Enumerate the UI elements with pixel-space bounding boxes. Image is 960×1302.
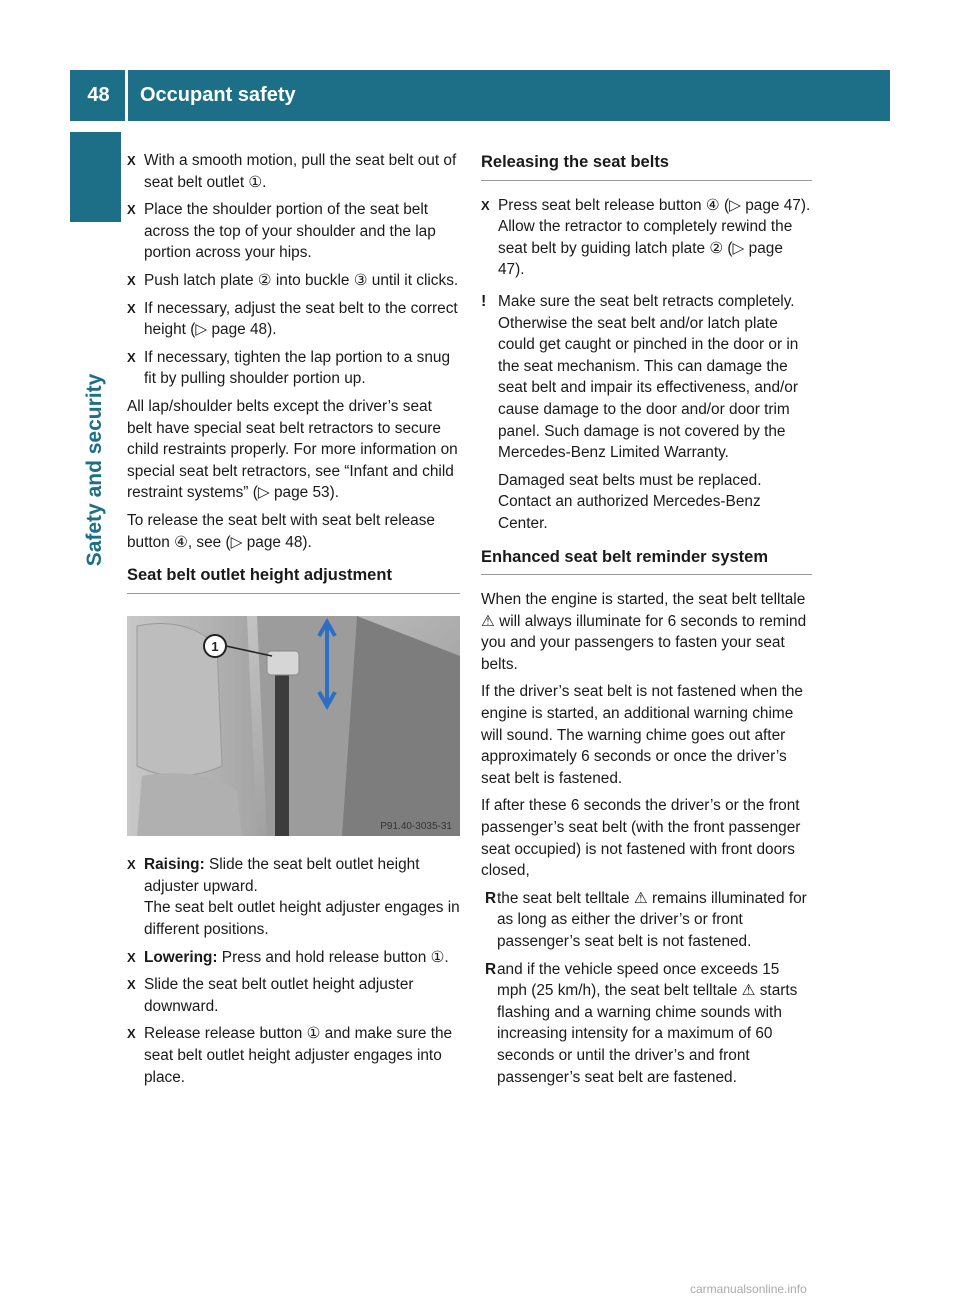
side-tab-block (70, 132, 121, 222)
figure-callout-1: 1 (211, 638, 219, 654)
header-separator (125, 70, 128, 121)
step-item: X Slide the seat belt outlet height adjuster downward. (127, 976, 414, 1015)
section-title: Occupant safety (140, 84, 296, 106)
step-item: X With a smooth motion, pull the seat belt out of seat belt outlet ①. (127, 152, 457, 191)
paragraph: If the driver’s seat belt is not fastened when the engine is started, an additional warning chime will sound. The warning chime goes out after approximately 6 seconds or once the driver’s seat belt is fastened. (481, 683, 803, 787)
step-item: X Push latch plate ② into buckle ③ until it clicks. (127, 271, 459, 289)
step-item: X If necessary, tighten the lap portion to a snug fit by pulling shoulder portion up. (127, 348, 451, 388)
heading-outlet-adjustment: Seat belt outlet height adjustment (127, 565, 460, 594)
step-item: X Raising: Slide the seat belt outlet height adjuster upward. The seat belt outlet height adjuster engages in different positions. (127, 856, 460, 939)
paragraph: When the engine is started, the seat belt telltale ⚠ will always illuminate for 6 seconds to remind you and your passengers to fasten your seat belts. (481, 591, 807, 673)
warning-note: ! Make sure the seat belt retracts completely. Otherwise the seat belt and/or latch plate could get caught or pinched in the door or in the seat mechanism. This can damage the seat belt and impair its effectiveness, and/or cause damage to the door and/or door trim panel. Such damage is not covered by the Mercedes-Benz Limited Warranty. (481, 292, 799, 462)
step-item: X Place the shoulder portion of the seat belt across the top of your shoulder and the lap portion across your hips. (127, 201, 436, 262)
right-column (481, 150, 812, 1094)
list-item: R and if the vehicle speed once exceeds 15 mph (25 km/h), the seat belt telltale ⚠ starts flashing and a warning chime sounds with increasing intensity for a maximum of 60 seconds or until the driver’s and front passenger’s seat belt are fastened. (485, 960, 798, 1086)
step-item: X Lowering: Press and hold release button ①. (127, 948, 449, 966)
warning-note-2: Damaged seat belts must be replaced. Contact an authorized Mercedes-Benz Center. (498, 471, 762, 532)
page-number: 48 (87, 84, 110, 106)
heading-reminder: Enhanced seat belt reminder system (481, 547, 812, 576)
figure-code: P91.40-3035-31 (380, 820, 452, 832)
step-item: X Press seat belt release button ④ (▷ page 47). Allow the retractor to completely rewind the seat belt by guiding latch plate ② (▷ page 47). (481, 196, 811, 279)
left-column (127, 150, 460, 1094)
footer-watermark: carmanualsonline.info (690, 1282, 807, 1296)
seat-belt-outlet-figure (127, 616, 460, 836)
list-item: R the seat belt telltale ⚠ remains illuminated for as long as either the driver’s or front passenger’s seat belt is not fastened. (485, 889, 807, 950)
paragraph: If after these 6 seconds the driver’s or the front passenger’s seat belt (with the front passenger seat occupied) is not fastened with front doors closed, (481, 797, 801, 880)
heading-releasing: Releasing the seat belts (481, 152, 812, 181)
paragraph: To release the seat belt with seat belt release button ④, see (▷ page 48). (127, 511, 435, 551)
step-item: X Release release button ① and make sure the seat belt outlet height adjuster engages into place. (127, 1025, 453, 1086)
paragraph: All lap/shoulder belts except the driver’s seat belt have special seat belt retractors to secure child restraints properly. For more information on special seat belt retractors, see “Infant and child restraint systems” (▷ page 53). (127, 397, 458, 502)
side-tab-label: Safety and security (83, 373, 106, 567)
step-item: X If necessary, adjust the seat belt to the correct height (▷ page 48). (127, 299, 458, 339)
